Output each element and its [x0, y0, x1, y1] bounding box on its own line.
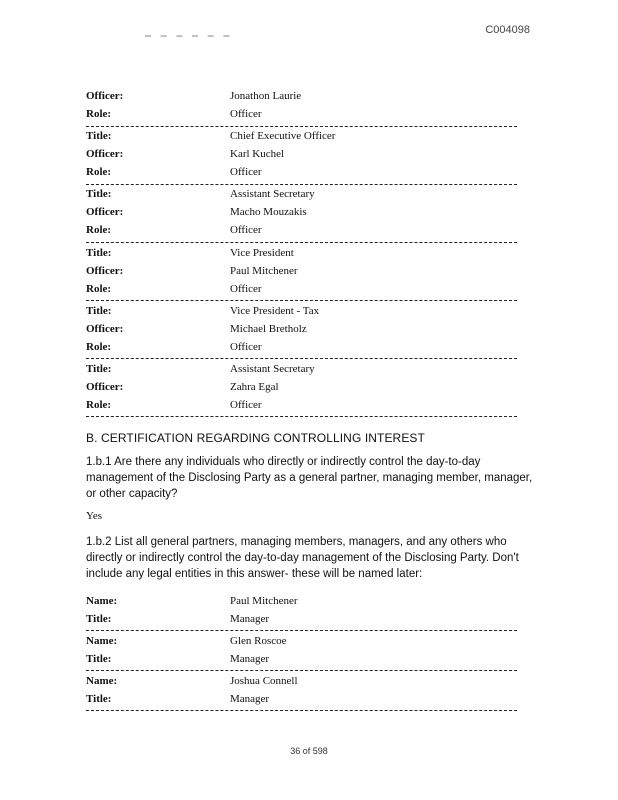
- document-id: C004098: [485, 24, 530, 36]
- title-row: [86, 360, 516, 378]
- question-line: include any legal entities in this answer- these will be named later:: [86, 568, 423, 580]
- field-value: Glen Roscoe: [230, 635, 287, 647]
- name-row: [86, 672, 516, 690]
- question-1b2: [86, 534, 536, 582]
- field-value: Manager: [230, 613, 270, 625]
- field-label: Role:: [86, 399, 112, 411]
- field-label: Officer:: [86, 265, 124, 277]
- dashed-separator: [86, 670, 517, 671]
- title-row: [86, 302, 516, 320]
- answer-1b1: Yes: [86, 510, 103, 522]
- question-line: 1.b.2 List all general partners, managing members, managers, and any others who: [86, 536, 507, 548]
- section-heading: B. CERTIFICATION REGARDING CONTROLLING INTEREST: [86, 431, 425, 445]
- field-label: Name:: [86, 595, 118, 607]
- field-value: Joshua Connell: [230, 675, 298, 687]
- officer-row: [86, 87, 516, 105]
- field-value: Officer: [230, 341, 262, 353]
- field-value: Officer: [230, 108, 262, 120]
- name-row: [86, 632, 516, 650]
- name-row: [86, 592, 516, 610]
- field-value: Chief Executive Officer: [230, 130, 336, 142]
- field-label: Role:: [86, 283, 112, 295]
- field-label: Title:: [86, 693, 112, 705]
- field-label: Officer:: [86, 323, 124, 335]
- dashed-separator: [86, 300, 517, 301]
- question-line: directly or indirectly control the day-to-day management of the Disclosing Party. Don't: [86, 552, 519, 564]
- field-label: Title:: [86, 363, 112, 375]
- field-value: Michael Bretholz: [230, 323, 307, 335]
- field-value: Officer: [230, 224, 262, 236]
- question-1b1: [86, 454, 536, 502]
- field-value: Manager: [230, 693, 270, 705]
- field-value: Vice President - Tax: [230, 305, 320, 317]
- field-label: Title:: [86, 653, 112, 665]
- title-row: [86, 690, 516, 708]
- title-row: [86, 610, 516, 628]
- role-row: [86, 105, 516, 123]
- field-value: Officer: [230, 399, 262, 411]
- field-label: Role:: [86, 166, 112, 178]
- page-number: 36 of 598: [290, 746, 328, 756]
- role-row: [86, 338, 516, 356]
- field-value: Paul Mitchener: [230, 265, 298, 277]
- field-value: Paul Mitchener: [230, 595, 298, 607]
- officer-row: [86, 145, 516, 163]
- field-value: Vice President: [230, 247, 294, 259]
- field-label: Role:: [86, 341, 112, 353]
- field-label: Officer:: [86, 206, 124, 218]
- field-value: Macho Mouzakis: [230, 206, 307, 218]
- officer-row: [86, 203, 516, 221]
- dashed-separator: [86, 630, 517, 631]
- field-label: Title:: [86, 188, 112, 200]
- question-line: 1.b.1 Are there any individuals who directly or indirectly control the day-to-day: [86, 456, 481, 468]
- title-row: [86, 244, 516, 262]
- field-label: Officer:: [86, 90, 124, 102]
- officer-row: [86, 320, 516, 338]
- field-value: Assistant Secretary: [230, 363, 315, 375]
- field-label: Title:: [86, 130, 112, 142]
- field-label: Name:: [86, 635, 118, 647]
- role-row: [86, 163, 516, 181]
- question-line: or other capacity?: [86, 488, 178, 500]
- dashed-separator: [86, 710, 517, 711]
- field-label: Role:: [86, 108, 112, 120]
- officer-row: [86, 262, 516, 280]
- field-value: Zahra Egal: [230, 381, 279, 393]
- field-label: Officer:: [86, 381, 124, 393]
- field-value: Karl Kuchel: [230, 148, 285, 160]
- role-row: [86, 221, 516, 239]
- scan-artifact-marks: ▬ ▬ ▬ ▬ ▬ ▬: [145, 33, 234, 39]
- question-line: management of the Disclosing Party as a general partner, managing member, manager,: [86, 472, 533, 484]
- role-row: [86, 396, 516, 414]
- dashed-separator: [86, 416, 517, 417]
- field-value: Officer: [230, 166, 262, 178]
- field-value: Assistant Secretary: [230, 188, 315, 200]
- dashed-separator: [86, 242, 517, 243]
- field-label: Title:: [86, 247, 112, 259]
- field-label: Title:: [86, 613, 112, 625]
- field-label: Role:: [86, 224, 112, 236]
- title-row: [86, 185, 516, 203]
- title-row: [86, 650, 516, 668]
- officer-row: [86, 378, 516, 396]
- role-row: [86, 280, 516, 298]
- field-label: Name:: [86, 675, 118, 687]
- field-value: Manager: [230, 653, 270, 665]
- field-value: Jonathon Laurie: [230, 90, 302, 102]
- dashed-separator: [86, 358, 517, 359]
- field-label: Officer:: [86, 148, 124, 160]
- field-label: Title:: [86, 305, 112, 317]
- title-row: [86, 127, 516, 145]
- field-value: Officer: [230, 283, 262, 295]
